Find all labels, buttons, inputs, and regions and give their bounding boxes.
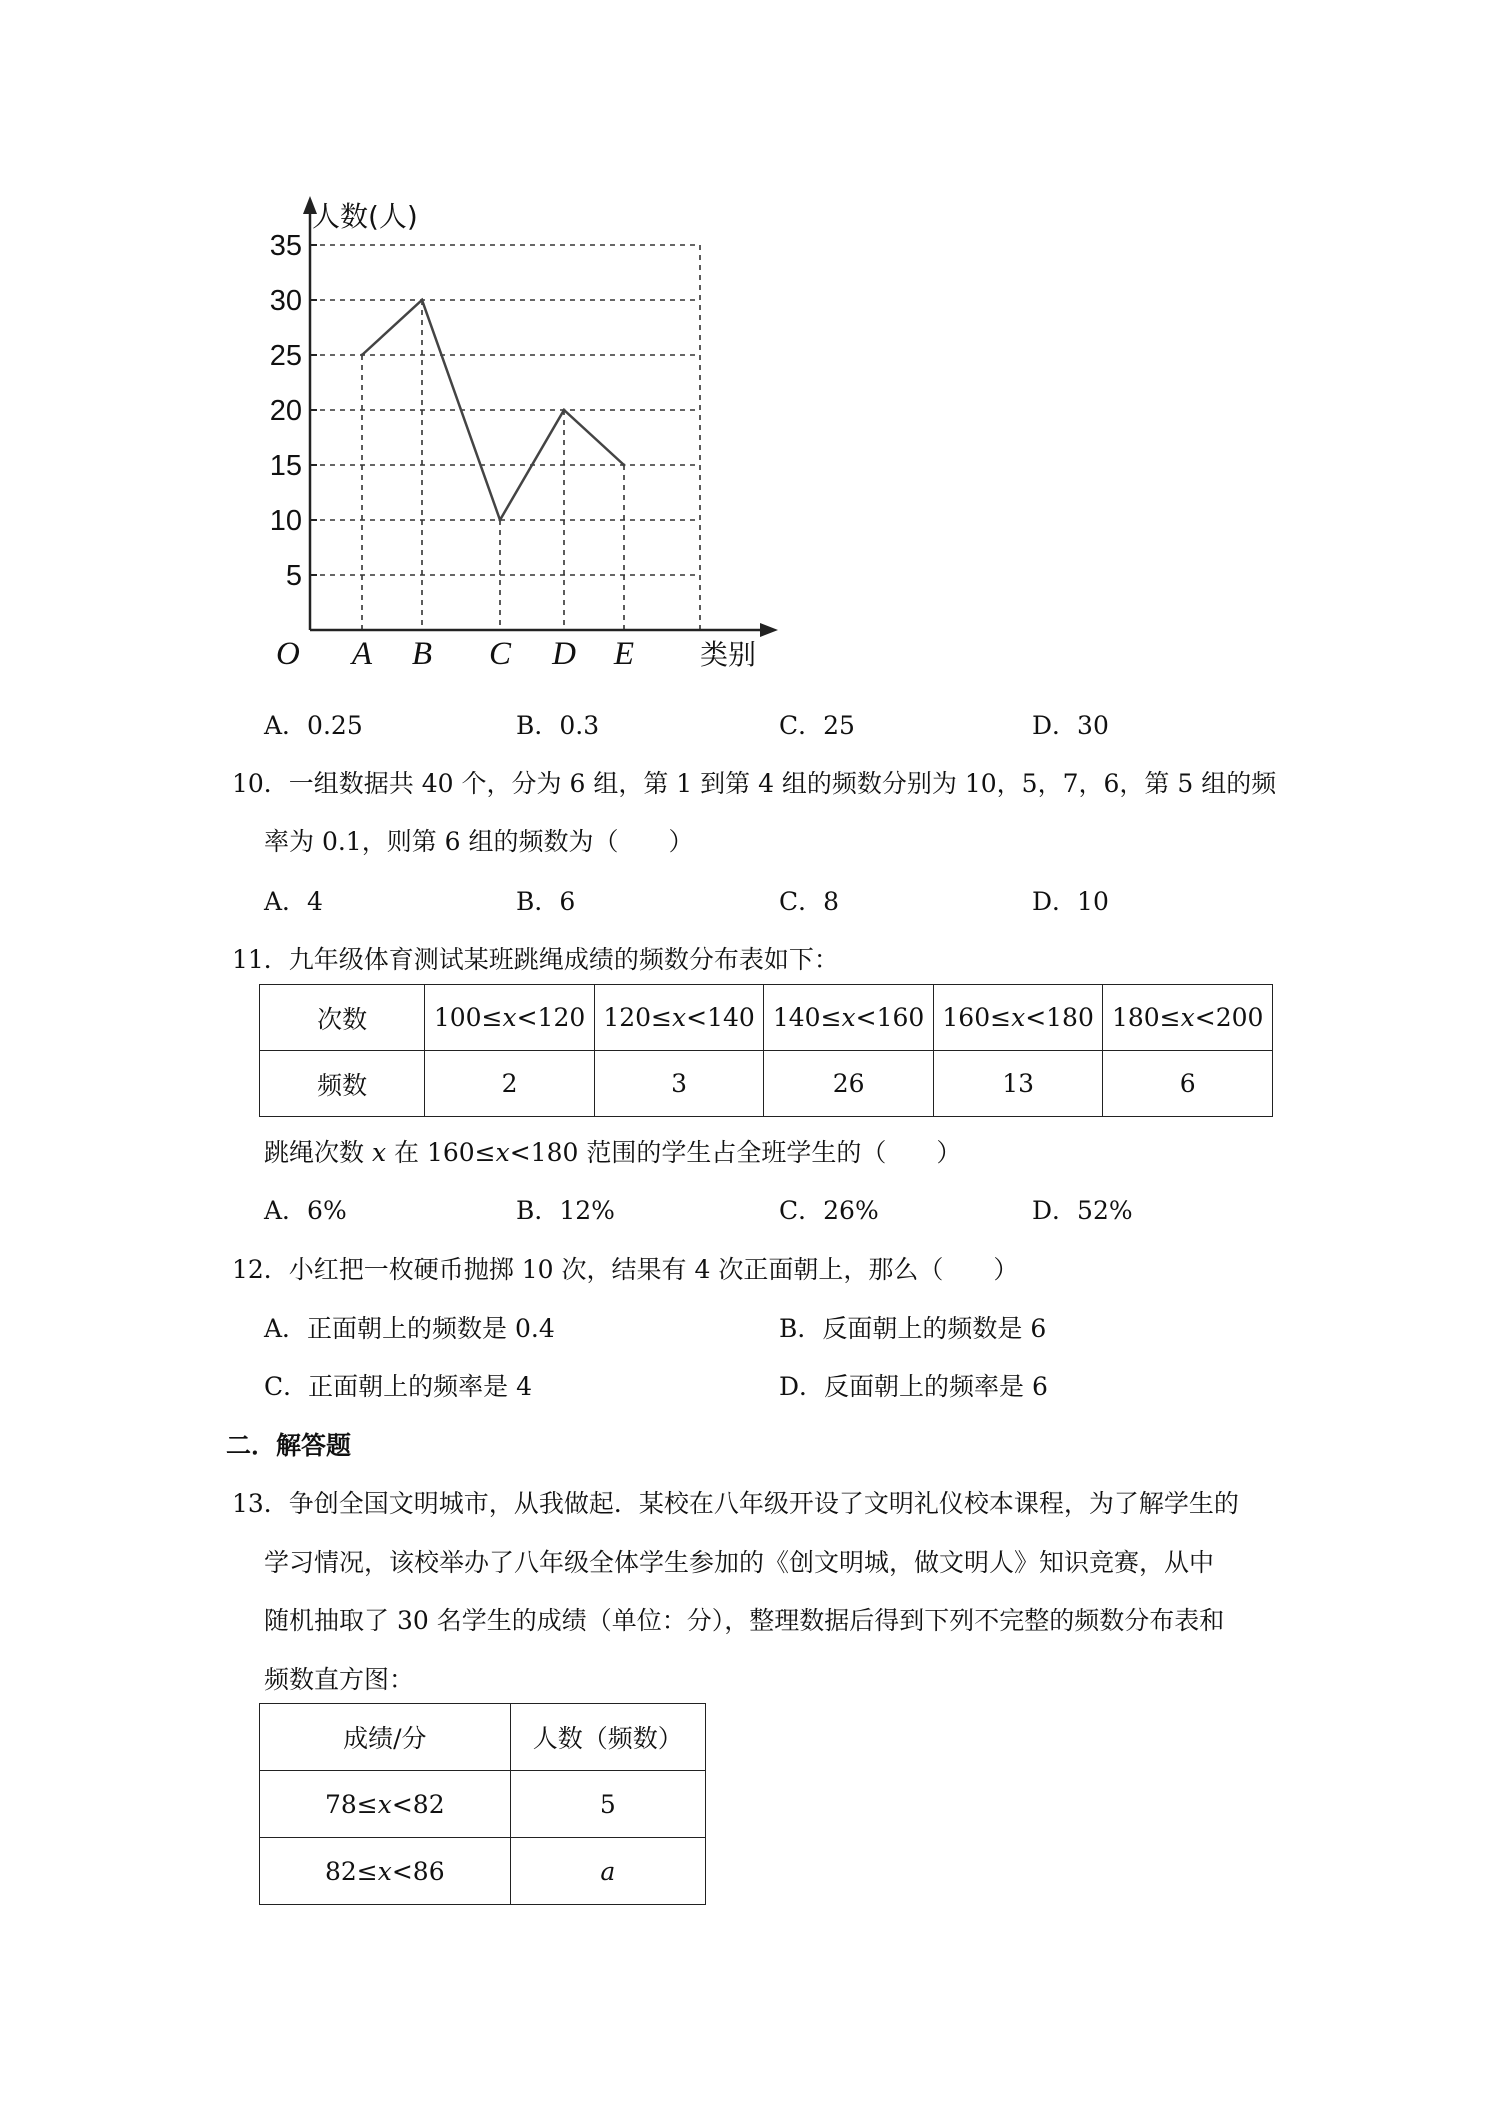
q12-option-a: A．正面朝上的频数是 0.4 <box>264 1314 555 1343</box>
y-tick-label: 35 <box>269 230 302 262</box>
range-cell: 100≤x<120 <box>425 985 595 1051</box>
count-cell: 13 <box>933 1051 1103 1117</box>
x-tick-label: D <box>552 636 576 672</box>
q9-option-a: A．0.25 <box>264 711 363 740</box>
count-cell: 3 <box>594 1051 764 1117</box>
q10-stem-line1: 10．一组数据共 40 个，分为 6 组，第 1 到第 4 组的频数分别为 10，5，7，6，第 5 组的频 <box>232 769 1277 798</box>
q13-frequency-table <box>259 1703 706 1905</box>
data-point <box>421 299 424 302</box>
x-axis-label: 类别 <box>700 638 757 671</box>
q12-option-c: C．正面朝上的频率是 4 <box>264 1372 532 1401</box>
section-heading: 二．解答题 <box>226 1431 352 1460</box>
q9-option-d: D．30 <box>1032 711 1109 740</box>
y-tick-label: 5 <box>285 560 302 592</box>
data-point <box>361 354 364 357</box>
y-axis-label: 人数(人) <box>312 200 418 233</box>
x-tick-label: B <box>411 636 433 672</box>
data-point <box>623 464 626 467</box>
range-cell: 180≤x<200 <box>1103 985 1273 1051</box>
q11-option-d: D．52% <box>1032 1196 1133 1225</box>
chart-axes <box>303 196 778 637</box>
range-cell: 140≤x<160 <box>764 985 934 1051</box>
line-chart <box>250 190 790 680</box>
x-tick-label: C <box>488 636 512 672</box>
table-row <box>260 1704 706 1771</box>
x-tick-label: E <box>613 636 635 672</box>
table-row-label: 频数 <box>260 1051 425 1117</box>
q11-stem: 11．九年级体育测试某班跳绳成绩的频数分布表如下： <box>232 945 839 974</box>
range-cell: 160≤x<180 <box>933 985 1103 1051</box>
chart-tick-labels <box>270 230 634 672</box>
q10-option-c: C．8 <box>779 887 840 916</box>
table-header-cell: 次数 <box>260 985 425 1051</box>
y-tick-label: 25 <box>269 340 302 372</box>
q9-option-b: B．0.3 <box>516 711 600 740</box>
q13-stem-line1: 13．争创全国文明城市，从我做起．某校在八年级开设了文明礼仪校本课程，为了解学生的 <box>232 1489 1239 1518</box>
q10-option-b: B．6 <box>516 887 576 916</box>
data-point <box>563 409 566 412</box>
range-cell: 120≤x<140 <box>594 985 764 1051</box>
y-tick-label: 30 <box>269 285 302 317</box>
y-tick-label: 15 <box>269 450 302 482</box>
y-tick-label: 20 <box>269 395 302 427</box>
q10-option-a: A．4 <box>264 887 323 916</box>
q9-option-c: C．25 <box>779 711 855 740</box>
q11-frequency-table <box>259 984 1273 1117</box>
q12-option-d: D．反面朝上的频率是 6 <box>779 1372 1048 1401</box>
q10-stem-line2: 率为 0.1，则第 6 组的频数为（ ） <box>264 827 694 856</box>
q11-option-b: B．12% <box>516 1196 615 1225</box>
count-cell: 2 <box>425 1051 595 1117</box>
q11-option-c: C．26% <box>779 1196 879 1225</box>
q12-option-b: B．反面朝上的频数是 6 <box>779 1314 1047 1343</box>
count-cell: a <box>510 1838 705 1905</box>
q10-option-d: D．10 <box>1032 887 1109 916</box>
range-cell: 82≤x<86 <box>260 1838 511 1905</box>
q11-option-a: A．6% <box>264 1196 347 1225</box>
q11-question: 跳绳次数 x 在 160≤x<180 范围的学生占全班学生的（ ） <box>264 1138 962 1167</box>
table-row <box>260 1838 706 1905</box>
q13-stem-line2: 学习情况，该校举办了八年级全体学生参加的《创文明城，做文明人》知识竞赛，从中 <box>264 1548 1215 1577</box>
count-cell: 5 <box>510 1771 705 1838</box>
q13-stem-line3: 随机抽取了 30 名学生的成绩（单位：分），整理数据后得到下列不完整的频数分布表和 <box>264 1606 1225 1635</box>
chart-grid <box>310 245 700 630</box>
q12-stem: 12．小红把一枚硬币抛掷 10 次，结果有 4 次正面朝上，那么（ ） <box>232 1255 1019 1284</box>
q13-stem-line4: 频数直方图： <box>264 1665 415 1694</box>
range-cell: 78≤x<82 <box>260 1771 511 1838</box>
y-tick-label: 10 <box>269 505 302 537</box>
count-cell: 6 <box>1103 1051 1273 1117</box>
table-row <box>260 1051 1273 1117</box>
table-row <box>260 985 1273 1051</box>
table-row <box>260 1771 706 1838</box>
count-cell: 26 <box>764 1051 934 1117</box>
table-header-cell: 成绩/分 <box>260 1704 511 1771</box>
x-axis-arrow <box>760 623 778 637</box>
x-tick-label: A <box>351 636 373 672</box>
data-point <box>499 519 502 522</box>
origin-label: O <box>276 636 300 672</box>
table-header-cell: 人数（频数） <box>510 1704 705 1771</box>
